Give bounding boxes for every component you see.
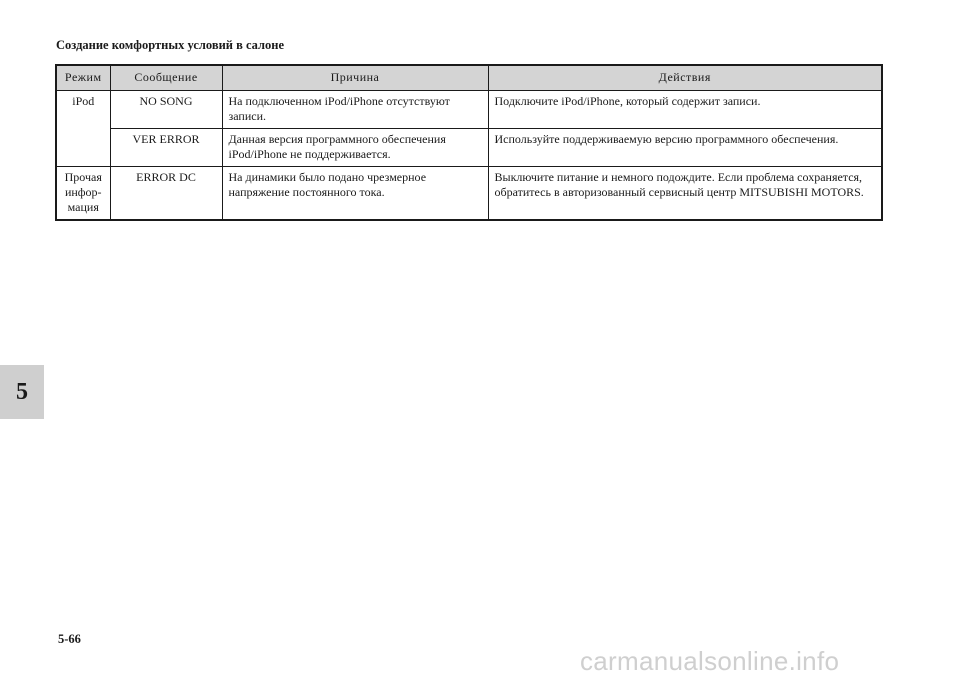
action-cell: Подключите iPod/iPhone, который содержит записи.	[488, 91, 882, 129]
column-header-action: Действия	[488, 65, 882, 91]
table-row	[56, 91, 882, 129]
action-cell: Используйте поддерживаемую версию программного обеспечения.	[488, 129, 882, 167]
message-cell: NO SONG	[110, 91, 222, 129]
error-message-table	[55, 64, 883, 221]
column-header-message: Сообщение	[110, 65, 222, 91]
table-header-row	[56, 65, 882, 91]
message-cell: ERROR DC	[110, 167, 222, 221]
action-cell: Выключите питание и немного подождите. Если проблема сохраняется, обратитесь в авторизованный сервисный центр MITSUBISHI MOTORS.	[488, 167, 882, 221]
cause-cell: Данная версия программного обеспечения iPod/iPhone не поддерживается.	[222, 129, 488, 167]
table-row	[56, 129, 882, 167]
page-number: 5-66	[58, 632, 81, 646]
message-cell: VER ERROR	[110, 129, 222, 167]
column-header-cause: Причина	[222, 65, 488, 91]
section-title: Создание комфортных условий в салоне	[56, 38, 285, 52]
cause-cell: На динамики было подано чрезмерное напряжение постоянного тока.	[222, 167, 488, 221]
mode-cell: Прочая инфор-мация	[56, 167, 110, 221]
chapter-tab: 5	[0, 365, 44, 419]
column-header-mode: Режим	[56, 65, 110, 91]
watermark: carmanualsonline.info	[580, 646, 840, 676]
mode-cell: iPod	[56, 91, 110, 167]
cause-cell: На подключенном iPod/iPhone отсутствуют записи.	[222, 91, 488, 129]
table-row	[56, 167, 882, 221]
